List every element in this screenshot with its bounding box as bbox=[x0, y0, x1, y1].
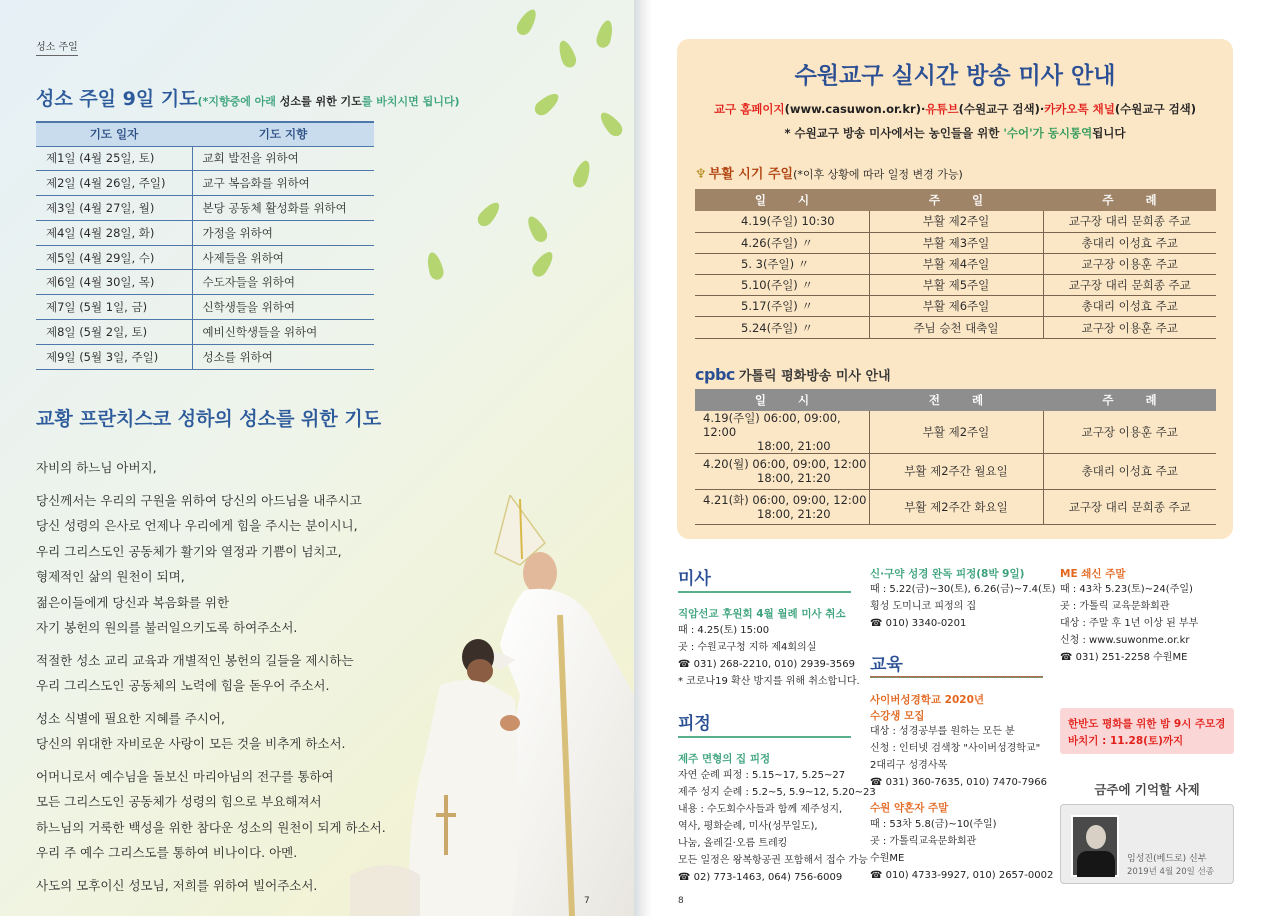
detail-line: 때 : 5.22(금)~30(토), 6.26(금)~7.4(토) bbox=[870, 584, 1056, 595]
right-page bbox=[652, 0, 1273, 916]
sign-language-note: * 수원교구 방송 미사에서는 농인들을 위한 '수어'가 동시통역됩니다 bbox=[784, 126, 1126, 140]
cyber-school-subheading: 사이버성경학교 2020년 bbox=[870, 694, 985, 706]
schedule-date: 5.10(주일) 〃 bbox=[695, 275, 869, 296]
priest-name: 임성진(베드로) 신부 bbox=[1127, 854, 1207, 864]
cpbc-heading: cpbc 가톨릭 평화방송 미사 안내 bbox=[695, 365, 891, 384]
cpbc-logo: cpbc bbox=[695, 365, 735, 384]
detail-line: 신청 : 인터넷 검색창 "사이버성경학교" bbox=[870, 743, 1041, 754]
chalice-icon: ♆ bbox=[695, 167, 707, 182]
mass-subheading: 직암선교 후원회 4월 월례 미사 취소 bbox=[678, 608, 846, 620]
detail-line: ☎ 031) 251-2258 수원ME bbox=[1060, 652, 1188, 663]
novena-intention: 본당 공동체 활성화를 위하여 bbox=[192, 196, 374, 221]
detail-line: 제주 성지 순례 : 5.2~5, 5.9~12, 5.20~23 bbox=[678, 787, 876, 798]
divider bbox=[678, 591, 851, 593]
table-header: 전 례 bbox=[869, 389, 1043, 411]
novena-intention: 사제들을 위하여 bbox=[192, 245, 374, 270]
leaf-decoration bbox=[514, 6, 540, 37]
me-weekend-details bbox=[1060, 581, 1198, 666]
schedule-sunday: 부활 제5주일 bbox=[869, 275, 1043, 296]
easter-heading: ♆ 부활 시기 주일(*이후 상황에 따라 일정 변경 가능) bbox=[695, 167, 963, 182]
detail-line: 신청 : www.suwonme.or.kr bbox=[1060, 635, 1190, 646]
divider bbox=[870, 676, 1043, 678]
table-header: 일 시 bbox=[695, 389, 869, 411]
prayer-line: 적절한 성소 교리 교육과 개별적인 봉헌의 길들을 제시하는 bbox=[36, 652, 354, 668]
leaf-decoration bbox=[597, 109, 626, 139]
pope-blessing-photo bbox=[350, 495, 634, 916]
schedule-date: 5.24(주일) 〃 bbox=[695, 317, 869, 338]
detail-line: 수원ME bbox=[870, 853, 905, 864]
schedule-liturgy: 부활 제2주간 월요일 bbox=[869, 454, 1043, 490]
divider bbox=[678, 736, 851, 738]
detail-line: 곳 : 가톨릭 교육문화회관 bbox=[1060, 601, 1170, 612]
priest-date: 2019년 4월 20일 선종 bbox=[1127, 867, 1215, 877]
schedule-sunday: 부활 제6주일 bbox=[869, 296, 1043, 317]
prayer-line: 어머니로서 예수님을 돌보신 마리아님의 전구를 통하여 bbox=[36, 768, 334, 784]
prayer-line: 자비의 하느님 아버지, bbox=[36, 460, 157, 475]
schedule-time-line: 18:00, 21:20 bbox=[757, 506, 831, 521]
schedule-date bbox=[695, 489, 869, 525]
schedule-sunday: 부활 제2주일 bbox=[869, 211, 1043, 232]
schedule-date: 5. 3(주일) 〃 bbox=[695, 253, 869, 274]
left-page bbox=[0, 0, 634, 916]
novena-day: 제7일 (5월 1일, 금) bbox=[36, 295, 192, 320]
schedule-date bbox=[695, 454, 869, 490]
schedule-time-line: 4.19(주일) 06:00, 09:00, 12:00 bbox=[703, 411, 841, 439]
detail-line: 횡성 도미니코 피정의 집 bbox=[870, 601, 977, 612]
schedule-celebrant: 총대리 이성효 주교 bbox=[1043, 454, 1216, 490]
prayer-line: 우리 그리스도인 공동체의 노력에 힘을 돋우어 주소서. bbox=[36, 678, 330, 693]
schedule-celebrant: 총대리 이성효 주교 bbox=[1043, 296, 1216, 317]
detail-line: 내용 : 수도회수사들과 함께 제주성지, bbox=[678, 804, 843, 815]
table-header: 주 일 bbox=[869, 189, 1043, 211]
table-header: 주 례 bbox=[1043, 389, 1216, 411]
detail-line: 대상 : 성경공부를 원하는 모든 분 bbox=[870, 726, 1015, 737]
broadcast-mass-box bbox=[677, 39, 1233, 539]
detail-line: 자연 순례 피정 : 5.15~17, 5.25~27 bbox=[678, 770, 846, 781]
detail-line: 모든 일정은 왕복항공권 포함해서 접수 가능 bbox=[678, 855, 868, 866]
page-number: 8 bbox=[678, 896, 684, 906]
schedule-sunday: 부활 제3주일 bbox=[869, 232, 1043, 253]
novena-day: 제3일 (4월 27일, 월) bbox=[36, 196, 192, 221]
prayer-heading: 성소 주일 9일 기도(*지향중에 아래 성소를 위한 기도를 바치시면 됩니다) bbox=[36, 88, 460, 110]
detail-line: ☎ 010) 4733-9927, 010) 2657-0002 bbox=[870, 870, 1054, 881]
novena-intention: 성소를 위하여 bbox=[192, 344, 374, 369]
schedule-liturgy: 부활 제2주일 bbox=[869, 411, 1043, 454]
schedule-celebrant: 교구장 이용훈 주교 bbox=[1043, 317, 1216, 338]
leaf-decoration bbox=[425, 251, 446, 282]
detail-line: 때 : 43차 5.23(토)~24(주일) bbox=[1060, 584, 1193, 595]
prayer-line: 우리 그리스도인 공동체가 활기와 열정과 기쁨이 넘치고, bbox=[36, 543, 342, 559]
section-tag: 성소 주일 bbox=[36, 38, 78, 56]
detail-line: ☎ 010) 3340-0201 bbox=[870, 618, 967, 629]
schedule-time-line: 4.20(월) 06:00, 09:00, 12:00 bbox=[703, 457, 867, 472]
novena-intention: 신학생들을 위하여 bbox=[192, 295, 374, 320]
prayer-paragraph bbox=[36, 455, 436, 481]
me-weekend-subheading: ME 쇄신 주말 bbox=[1060, 568, 1126, 580]
retreat-subheading: 제주 면형의 집 피정 bbox=[678, 753, 771, 765]
schedule-time-line: 18:00, 21:00 bbox=[757, 439, 831, 453]
leaf-decoration bbox=[529, 249, 557, 280]
schedule-sunday: 주님 승천 대축일 bbox=[869, 317, 1043, 338]
schedule-sunday: 부활 제4주일 bbox=[869, 253, 1043, 274]
novena-intention: 수도자들을 위하여 bbox=[192, 270, 374, 295]
detail-line: 곳 : 가톨릭교육문화회관 bbox=[870, 836, 977, 847]
peace-prayer-notice: 한반도 평화를 위한 밤 9시 주모경 바치기 : 11.28(토)까지 bbox=[1060, 708, 1234, 754]
detail-line: 나눔, 올레길·오름 트레킹 bbox=[678, 838, 788, 849]
education-heading: 교육 bbox=[870, 655, 903, 675]
schedule-date bbox=[695, 411, 869, 454]
table-row bbox=[695, 211, 1216, 232]
cyber-school-details bbox=[870, 723, 1047, 791]
schedule-date: 5.17(주일) 〃 bbox=[695, 296, 869, 317]
table-row bbox=[695, 232, 1216, 253]
prayer-line: 자기 봉헌의 원의를 불러일으키도록 하여주소서. bbox=[36, 620, 298, 635]
bible-retreat-subheading: 신·구약 성경 완독 피정(8박 9일) bbox=[870, 568, 1025, 580]
detail-line: 곳 : 수원교구청 지하 제4회의실 bbox=[678, 642, 817, 653]
novena-intention: 교회 발전을 위하여 bbox=[192, 146, 374, 171]
prayer-line: 형제적인 삶의 원천이 되며, bbox=[36, 569, 185, 584]
schedule-date: 4.19(주일) 10:30 bbox=[695, 211, 869, 232]
prayer-line: 당신의 위대한 자비로운 사랑이 모든 것을 비추게 하소서. bbox=[36, 736, 346, 751]
table-header: 일 시 bbox=[695, 189, 869, 211]
table-row bbox=[36, 270, 374, 295]
novena-day: 제9일 (5월 3일, 주일) bbox=[36, 344, 192, 369]
novena-intention: 예비신학생들을 위하여 bbox=[192, 320, 374, 345]
table-row bbox=[36, 146, 374, 171]
table-row bbox=[695, 489, 1216, 525]
table-row bbox=[36, 320, 374, 345]
schedule-date: 4.26(주일) 〃 bbox=[695, 232, 869, 253]
novena-intention: 교구 복음화를 위하여 bbox=[192, 171, 374, 196]
engaged-weekend-subheading: 수원 약혼자 주말 bbox=[870, 802, 949, 814]
detail-line: ☎ 031) 268-2210, 010) 2939-3569 bbox=[678, 659, 855, 670]
detail-line: 때 : 53차 5.8(금)~10(주일) bbox=[870, 819, 997, 830]
table-header: 기도 지향 bbox=[192, 122, 374, 146]
prayer-note: (*지향중에 아래 성소를 위한 기도를 바치시면 됩니다) bbox=[197, 95, 460, 108]
prayer-line: 하느님의 거룩한 백성을 위한 참다운 성소의 원천이 되게 하소서. bbox=[36, 819, 386, 835]
table-row bbox=[36, 295, 374, 320]
prayer-line: 당신 성령의 은사로 언제나 우리에게 힘을 주시는 분이시니, bbox=[36, 518, 358, 533]
schedule-time-line: 4.21(화) 06:00, 09:00, 12:00 bbox=[703, 492, 867, 507]
pope-prayer-heading: 교황 프란치스코 성하의 성소를 위한 기도 bbox=[36, 408, 382, 430]
easter-schedule-table bbox=[695, 189, 1216, 339]
mass-details bbox=[678, 622, 860, 690]
prayer-line: 성소 식별에 필요한 지혜를 주시어, bbox=[36, 710, 225, 726]
novena-day: 제1일 (4월 25일, 토) bbox=[36, 146, 192, 171]
detail-line: * 코로나19 확산 방지를 위해 취소합니다. bbox=[678, 676, 860, 687]
bible-retreat-details bbox=[870, 581, 1056, 632]
priest-portrait bbox=[1071, 815, 1119, 877]
novena-day: 제2일 (4월 26일, 주일) bbox=[36, 171, 192, 196]
table-row bbox=[695, 275, 1216, 296]
leaf-decoration bbox=[595, 19, 616, 50]
schedule-liturgy: 부활 제2주간 화요일 bbox=[869, 489, 1043, 525]
page-gutter bbox=[634, 0, 652, 916]
remember-heading: 금주에 기억할 사제 bbox=[1094, 782, 1200, 797]
novena-day: 제8일 (5월 2일, 토) bbox=[36, 320, 192, 345]
novena-day: 제5일 (4월 29일, 수) bbox=[36, 245, 192, 270]
page-number: 7 bbox=[584, 896, 590, 906]
broadcast-sources: 교구 홈페이지(www.casuwon.or.kr)·유튜브(수원교구 검색)·카카오톡 채널(수원교구 검색) bbox=[713, 102, 1197, 116]
novena-table bbox=[36, 121, 374, 370]
schedule-celebrant: 교구장 이용훈 주교 bbox=[1043, 411, 1216, 454]
schedule-celebrant: 교구장 대리 문희종 주교 bbox=[1043, 489, 1216, 525]
table-row bbox=[36, 245, 374, 270]
detail-line: 때 : 4.25(토) 15:00 bbox=[678, 625, 770, 636]
schedule-celebrant: 교구장 이용훈 주교 bbox=[1043, 253, 1216, 274]
prayer-line: 우리 주 예수 그리스도를 통하여 비나이다. 아멘. bbox=[36, 845, 298, 860]
detail-line: 2대리구 성경사목 bbox=[870, 760, 948, 771]
leaf-decoration bbox=[524, 213, 550, 244]
detail-line: 대상 : 주말 후 1년 이상 된 부부 bbox=[1060, 618, 1199, 629]
novena-intention: 가정을 위하여 bbox=[192, 220, 374, 245]
cpbc-schedule-table bbox=[695, 389, 1216, 525]
table-row bbox=[36, 220, 374, 245]
remember-priest-card bbox=[1060, 804, 1234, 884]
table-row bbox=[695, 411, 1216, 454]
table-row bbox=[695, 296, 1216, 317]
retreat-details bbox=[678, 767, 876, 886]
table-row bbox=[36, 344, 374, 369]
engaged-weekend-details bbox=[870, 816, 1053, 884]
schedule-celebrant: 교구장 대리 문희종 주교 bbox=[1043, 211, 1216, 232]
table-row bbox=[695, 253, 1216, 274]
leaf-decoration bbox=[571, 158, 594, 189]
mass-heading: 미사 bbox=[678, 569, 711, 589]
prayer-line: 당신께서는 우리의 구원을 위하여 당신의 아드님을 내주시고 bbox=[36, 492, 362, 508]
prayer-line: 젊은이들에게 당신과 복음화를 위한 bbox=[36, 594, 230, 610]
prayer-line: 사도의 모후이신 성모님, 저희를 위하여 빌어주소서. bbox=[36, 877, 318, 893]
prayer-line: 모든 그리스도인 공동체가 성령의 힘으로 부요해져서 bbox=[36, 794, 322, 809]
schedule-celebrant: 총대리 이성효 주교 bbox=[1043, 232, 1216, 253]
schedule-time-line: 18:00, 21:20 bbox=[757, 471, 831, 486]
table-row bbox=[36, 171, 374, 196]
schedule-celebrant: 교구장 대리 문희종 주교 bbox=[1043, 275, 1216, 296]
detail-line: ☎ 02) 773-1463, 064) 756-6009 bbox=[678, 872, 843, 883]
novena-day: 제6일 (4월 30일, 목) bbox=[36, 270, 192, 295]
table-header: 주 례 bbox=[1043, 189, 1216, 211]
table-header: 기도 일자 bbox=[36, 122, 192, 146]
table-row bbox=[695, 454, 1216, 490]
table-row bbox=[695, 317, 1216, 338]
table-row bbox=[36, 196, 374, 221]
leaf-decoration bbox=[475, 199, 504, 229]
detail-line: 역사, 평화순례, 미사(성무일도), bbox=[678, 821, 818, 832]
detail-line: ☎ 031) 360-7635, 010) 7470-7966 bbox=[870, 777, 1047, 788]
novena-day: 제4일 (4월 28일, 화) bbox=[36, 220, 192, 245]
cyber-school-subheading: 수강생 모집 bbox=[870, 710, 925, 722]
leaf-decoration bbox=[556, 38, 579, 69]
box-title: 수원교구 실시간 방송 미사 안내 bbox=[794, 63, 1116, 89]
retreat-heading: 피정 bbox=[678, 714, 711, 734]
